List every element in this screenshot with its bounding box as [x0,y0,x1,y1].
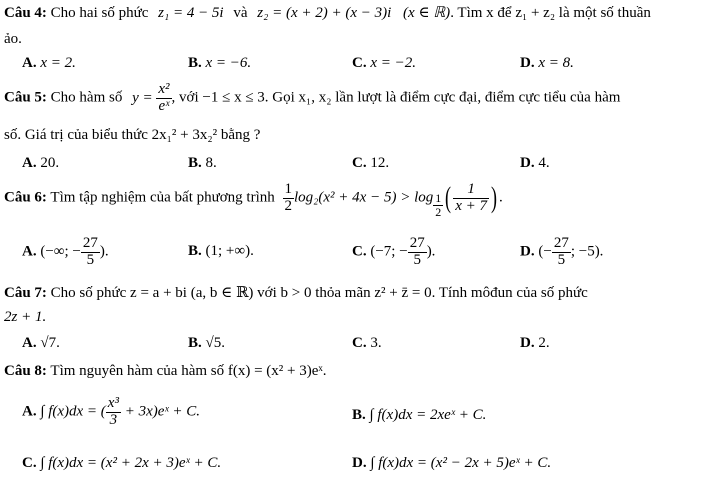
q4-option-c: C. x = −2. [352,55,416,71]
q6-log-part: log₂(x² + 4x − 5) > log [294,189,434,206]
q8-option-b: B. ∫ f(x)dx = 2xeˣ + C. [352,407,487,423]
q6-option-d: D. (− $\frac{27}{5}$ ; −5). [520,235,604,268]
q4-and: và [233,5,248,21]
q6-text-a: Tìm tập nghiệm của bất phương trình [50,189,275,206]
q7-stem-cont: 2z + 1. [4,309,47,325]
q7-option-c: C. 3. [352,335,382,351]
q5-text-b: , với −1 ≤ x ≤ 3. Gọi x₁, x₂ lần lượt là điểm cực đại, điểm cực tiểu của hàm [171,89,621,106]
q4-label: Câu 4: [4,5,47,21]
q7-stem [4,286,588,301]
q6-rhs-fraction: $\frac{1}{x + 7}$ [455,181,488,214]
q8-text-a: Tìm nguyên hàm của hàm số f(x) = (x² + 3)eˣ. [50,363,327,379]
q8-option-c: C. ∫ f(x)dx = (x² + 2x + 3)eˣ + C. [22,455,222,471]
q7-option-d: D. 2. [520,335,550,351]
q6-stem: Câu 6: Tìm tập nghiệm của bất phương trình $\frac{1}{2}$ log₂(x² + 4x − 5) > log $\frac{1}{2}$ ( $\frac{1}{x + 7}$ ) . [4,181,503,219]
q4-z2: z₂ = (x + 2) + (x − 3)i [257,5,392,21]
q8-option-a: A. ∫ f(x)dx = ( $\frac{\text{x³}}{3}$ + 3x)eˣ + C. [22,395,200,428]
q4-text-b: . Tìm x để z₁ + z₂ là một số thuần [450,5,651,21]
q7-label: Câu 7: [4,285,47,301]
q6-log-base: $\frac{1}{2}$ [435,191,442,219]
q5-text-a: Cho hàm số [50,89,123,106]
q5-frac-num: x² [158,81,170,97]
q4-stem-cont: ảo. [4,31,22,47]
q6-option-c: C. (−7; − $\frac{27}{5}$ ). [352,235,436,268]
q8-label: Câu 8: [4,363,47,379]
q5-y: y = [132,89,153,106]
q5-option-c: C. 12. [352,155,390,171]
q4-text-a: Cho hai số phức [50,5,149,21]
q5-stem [4,82,620,115]
q6-option-a: A. (−∞; − $\frac{27}{5}$ ). [22,235,109,268]
q6-label: Câu 6: [4,189,47,206]
q5-option-d: D. 4. [520,155,550,171]
q5-stem-cont: số. Giá trị của biểu thức 2x₁² + 3x₂² bằng ? [4,127,261,143]
q8-stem [4,364,327,379]
q5-option-b: B. 8. [188,155,217,171]
q6-right-paren: ) [491,181,498,215]
q7-text-a: Cho số phức z = a + bi (a, b ∈ ℝ) với b > 0 thỏa mãn z² + z̄ = 0. Tính môđun của số phức [50,285,588,301]
q6-option-b: B. (1; +∞). [188,243,254,259]
q6-half: $\frac{1}{2}$ [284,181,293,214]
q5-option-a: A. 20. [22,155,60,171]
q5-label: Câu 5: [4,89,47,106]
q6-left-paren: ( [445,181,452,215]
q5-fraction [156,82,171,115]
q4-option-d: D. x = 8. [520,55,574,71]
q4-option-a: A. x = 2. [22,55,76,71]
q7-option-b: B. √5. [188,335,225,351]
q8-option-d: D. ∫ f(x)dx = (x² − 2x + 5)eˣ + C. [352,455,552,471]
q5-frac-den: eˣ [158,97,170,114]
q4-stem [4,6,651,21]
q7-option-a: A. √7. [22,335,60,351]
q4-domain: (x ∈ ℝ) [403,5,451,21]
q4-option-b: B. x = −6. [188,55,252,71]
q4-z1: z₁ = 4 − 5i [158,5,224,21]
